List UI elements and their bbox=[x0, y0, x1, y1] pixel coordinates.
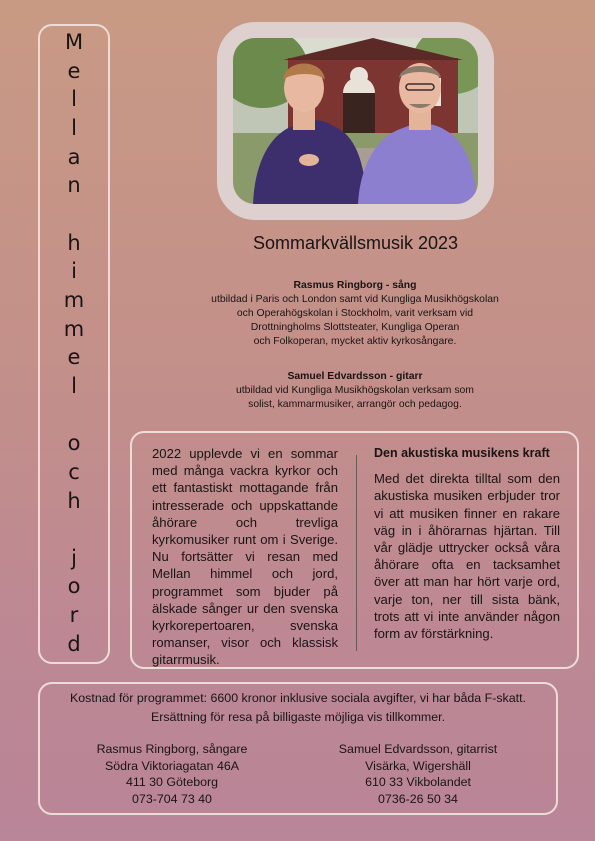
artist-name: Rasmus Ringborg - sång bbox=[293, 280, 417, 291]
contact-phone: 0736-26 50 34 bbox=[378, 791, 458, 806]
contact-samuel bbox=[308, 741, 528, 807]
vertical-title-box bbox=[38, 24, 110, 664]
cost-info bbox=[40, 689, 556, 727]
artist-bio-line: solist, kammarmusiker, arrangör och pedagog. bbox=[248, 399, 462, 410]
vertical-title-letter: o bbox=[67, 574, 81, 599]
column-divider bbox=[356, 455, 357, 651]
photo-frame bbox=[217, 22, 494, 220]
vertical-title-letter: a bbox=[67, 144, 81, 169]
contact-name: Samuel Edvardsson, gitarrist bbox=[338, 742, 498, 756]
musicians-photo bbox=[233, 38, 478, 204]
cost-line: Kostnad för programmet: 6600 kronor inklusive sociala avgifter, vi har båda F-skatt. bbox=[70, 691, 526, 705]
vertical-title-letter: e bbox=[67, 345, 81, 370]
cost-contact-box bbox=[38, 682, 558, 815]
vertical-title-letter: l bbox=[71, 373, 77, 398]
description-box bbox=[130, 431, 579, 669]
vertical-title-letter: r bbox=[69, 603, 79, 628]
vertical-title-letter: c bbox=[68, 459, 80, 484]
contact-street: Visärka, Wigershäll bbox=[365, 758, 471, 773]
vertical-title-letter: o bbox=[67, 431, 81, 456]
contact-city: 610 33 Vikbolandet bbox=[365, 775, 471, 789]
section-text: Med det direkta tilltal som den akustiska musiken erbjuder tror vi att musiken finner en rakare väg in i åhörarnas hjärtan. Till vår glädje uttrycker också våra åhörare ofta en tacksamhet över att man har hört varje ord, varje ton, ner till sista bänk, trots att vi inte använder någon form av förstärkning. bbox=[374, 471, 560, 642]
artist-bio-line: utbildad vid Kungliga Musikhögskolan verksam som bbox=[236, 385, 474, 396]
contact-rasmus bbox=[62, 741, 282, 807]
acoustic-section bbox=[374, 445, 560, 642]
artist-bio-samuel bbox=[160, 370, 550, 412]
vertical-title-letter: j bbox=[71, 545, 77, 570]
page-title: Sommarkvällsmusik 2023 bbox=[252, 233, 459, 253]
vertical-title-letter: l bbox=[71, 87, 77, 112]
contact-city: 411 30 Göteborg bbox=[125, 775, 219, 789]
contact-street: Södra Viktoriagatan 46A bbox=[104, 758, 240, 773]
artist-name: Samuel Edvardsson - gitarr bbox=[287, 371, 423, 382]
artist-bio-rasmus bbox=[160, 279, 550, 349]
vertical-title-letter: m bbox=[63, 316, 85, 341]
artist-bio-line: och Folkoperan, mycket aktiv kyrkosångare. bbox=[253, 336, 457, 347]
vertical-title-letter: h bbox=[67, 230, 81, 255]
vertical-title-letter: d bbox=[67, 631, 81, 656]
artist-bio-line: och Operahögskolan i Stockholm, varit verksam vid bbox=[236, 308, 474, 319]
vertical-title-letter: i bbox=[71, 259, 77, 284]
vertical-title-space bbox=[71, 202, 78, 226]
section-heading: Den akustiska musikens kraft bbox=[374, 446, 550, 460]
vertical-title-space bbox=[71, 403, 78, 427]
vertical-title-letter: M bbox=[64, 30, 84, 54]
vertical-title-letter: h bbox=[67, 488, 81, 513]
musicians-photo-illustration bbox=[233, 38, 478, 204]
travel-line: Ersättning för resa på billigaste möjliga vis tillkommer. bbox=[150, 710, 446, 724]
vertical-title-letter: n bbox=[67, 173, 81, 198]
vertical-title-letter: l bbox=[71, 115, 77, 140]
artist-bio-line: Drottningholms Slottsteater, Kungliga Operan bbox=[250, 322, 460, 333]
contact-name: Rasmus Ringborg, sångare bbox=[96, 742, 248, 756]
vertical-title-letter: e bbox=[67, 58, 81, 83]
vertical-title-letter: m bbox=[63, 287, 85, 312]
intro-text: 2022 upplevde vi en sommar med många vackra kyrkor och ett fantastiskt mottagande från intresserade och uppskattande åhörare och trevliga kyrkomusiker runt om i Sverige. Nu fortsätter vi resan med Mellan himmel och jord, programmet som bjuder på älskade sånger ur den svenska kyrkorepertoaren, svenska romanser, visor och klassisk gitarrmusik. bbox=[152, 446, 338, 668]
vertical-title-space bbox=[71, 517, 78, 541]
contact-phone: 073-704 73 40 bbox=[132, 791, 212, 806]
artist-bio-line: utbildad i Paris och London samt vid Kungliga Musikhögskolan bbox=[211, 294, 499, 305]
